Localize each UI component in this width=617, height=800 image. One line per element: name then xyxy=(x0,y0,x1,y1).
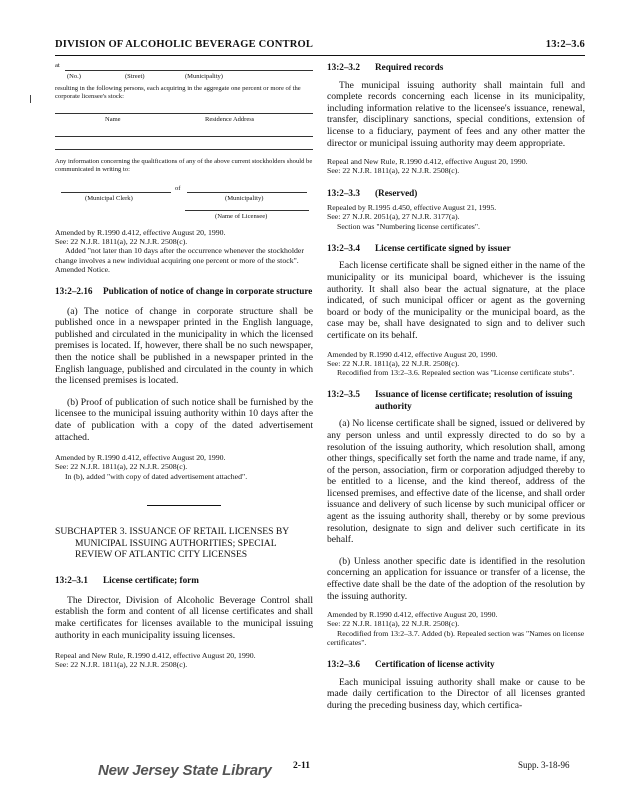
form-line xyxy=(61,192,171,193)
amendment-note xyxy=(55,228,313,274)
section-number: 13:2–2.16 xyxy=(55,286,93,297)
paragraph: Each municipal issuing authority shall make or cause to be made daily certification to the Director of all licenses granted during the preceding business day, which certifica- xyxy=(327,676,585,711)
amend-line: See: 22 N.J.R. 1811(a), 22 N.J.R. 2508(c). xyxy=(55,462,188,472)
section-heading xyxy=(55,286,313,298)
amend-line: Amended by R.1990 d.412, effective August 20, 1990. xyxy=(327,349,498,359)
form-line xyxy=(55,136,313,137)
amendment-note xyxy=(55,453,313,481)
amend-line: Recodified from 13:2–3.6. Repealed section was "License certificate stubs". xyxy=(337,367,575,377)
form-line xyxy=(55,149,313,150)
section-heading xyxy=(327,389,585,412)
right-column xyxy=(327,62,585,711)
subchapter-title: SUBCHAPTER 3. ISSUANCE OF RETAIL LICENSES BY MUNICIPAL ISSUING AUTHORITIES; SPECIAL REVIEW OF ATLANTIC CITY LICENSES xyxy=(55,525,289,561)
form-col-name: Name xyxy=(105,116,121,123)
amend-line: Repeal and New Rule, R.1990 d.412, effective August 20, 1990. xyxy=(327,157,528,167)
paragraph: (a) No license certificate shall be signed, issued or delivered by any person unless and until expressly directed to do so by a resolution of the issuing authority, which resolution shall, among other things, specifically set forth the name and trade name, if any, of the person, association, firm or corporation adjudged thereby to be entitled to a license, and the kind thereof, address of the licensed premises, and effective date of the license, and shall order issuance and delivery of such license by such municipal officer or agent as the issuing authority shall, thereby or by some previous resolution, designate to sign and deliver such certificate in its behalf. xyxy=(327,418,585,546)
amend-line: See: 22 N.J.R. 1811(a), 22 N.J.R. 2508(c). xyxy=(55,237,188,247)
section-title: Required records xyxy=(375,62,444,72)
section-number: 13:2–3.4 xyxy=(327,242,360,253)
supplement-date: Supp. 3-18-96 xyxy=(518,760,570,770)
amend-line: Amended by R.1990 d.412, effective August 20, 1990. xyxy=(55,453,226,463)
header-section: 13:2–3.6 xyxy=(545,39,585,50)
amend-line: See: 27 N.J.R. 2051(a), 27 N.J.R. 3177(a). xyxy=(327,212,460,222)
form-text-persons: resulting in the following persons, each acquiring in the aggregate one percent or more of the corporate licensee's stock: xyxy=(55,85,301,100)
amend-line: See: 22 N.J.R. 1811(a), 22 N.J.R. 2508(c). xyxy=(327,358,460,368)
section-heading xyxy=(327,188,585,200)
section-number: 13:2–3.3 xyxy=(327,187,360,198)
amend-line: Amended by R.1990 d.412, effective August 20, 1990. xyxy=(55,228,226,237)
amendment-note xyxy=(327,157,585,175)
paragraph: (b) Unless another specific date is identified in the resolution concerning an application for issuance or transfer of a license, the effective date shall be the date of the adoption of the resolution by the issuing authority. xyxy=(327,555,585,602)
library-stamp: New Jersey State Library xyxy=(98,762,272,779)
amend-line: Repeal and New Rule, R.1990 d.412, effective August 20, 1990. xyxy=(55,651,256,661)
section-title: License certificate signed by issuer xyxy=(375,242,511,253)
notice-form xyxy=(55,62,313,222)
amendment-note xyxy=(327,610,585,647)
form-line xyxy=(187,192,307,193)
form-label-no: (No.) xyxy=(67,73,81,80)
amend-line: Amended by R.1990 d.412, effective August 20, 1990. xyxy=(327,610,498,620)
amendment-note xyxy=(327,203,585,231)
paragraph: (b) Proof of publication of such notice shall be furnished by the licensee to the municipal issuing authority within 10 days after the date of publication with a copy of the dated advertisement attached. xyxy=(55,396,313,443)
form-muni-label: (Municipality) xyxy=(225,195,264,202)
form-text-info: Any information concerning the qualifications of any of the above current stockholders should be communicated in writing to: xyxy=(55,158,313,173)
form-licensee-label: (Name of Licensee) xyxy=(215,213,268,220)
section-title: License certificate; form xyxy=(103,575,199,586)
amend-line: See: 22 N.J.R. 1811(a), 22 N.J.R. 2508(c). xyxy=(327,619,460,629)
amend-line: In (b), added "with copy of dated advertisement attached". xyxy=(65,471,248,481)
section-number: 13:2–3.2 xyxy=(327,62,360,72)
section-heading xyxy=(55,575,313,587)
section-heading xyxy=(327,62,585,74)
form-line xyxy=(185,210,309,211)
form-label-municipality: (Municipality) xyxy=(185,73,223,80)
section-heading xyxy=(327,243,585,255)
form-of: of xyxy=(175,185,181,192)
amend-line: Repealed by R.1995 d.450, effective August 21, 1995. xyxy=(327,203,497,213)
section-heading xyxy=(327,659,585,671)
section-title: Certification of license activity xyxy=(375,659,495,670)
amend-line: See: 22 N.J.R. 1811(a), 22 N.J.R. 2508(c). xyxy=(327,166,460,176)
paragraph: The Director, Division of Alcoholic Beverage Control shall establish the form and content of all license certificates and shall make certificates for licenses available to the municipal issuing authority in each municipality issuing licenses. xyxy=(55,594,313,641)
section-title: (Reserved) xyxy=(375,187,418,198)
section-title: Publication of notice of change in corporate structure xyxy=(103,286,313,297)
running-header xyxy=(55,39,585,55)
amend-line: Added "not later than 10 days after the occurrence whenever the stockholder change involves a new individual acquiring one percent or more of the stock". Amended Notice. xyxy=(55,246,304,274)
section-number: 13:2–3.6 xyxy=(327,659,360,670)
form-label-street: (Street) xyxy=(125,73,145,80)
form-clerk-label: (Municipal Clerk) xyxy=(85,195,133,202)
section-number: 13:2–3.1 xyxy=(55,575,88,586)
divider xyxy=(147,505,221,506)
margin-mark xyxy=(30,95,31,103)
section-number: 13:2–3.5 xyxy=(327,389,360,400)
page-number: 2-11 xyxy=(293,760,311,771)
paragraph: The municipal issuing authority shall maintain full and complete records concerning each license in its municipality, including information relative to the licensee's issuance, renewal, transfer, disciplinary sanctions, special conditions, extension of license to a fiduciary, payment of fees and any other matter the director or municipal issuing authority may deem appropriate. xyxy=(327,79,585,149)
amend-line: Section was "Numbering license certificates". xyxy=(337,221,480,231)
section-title: Issuance of license certificate; resolution of issuing authority xyxy=(375,389,573,411)
header-title: DIVISION OF ALCOHOLIC BEVERAGE CONTROL xyxy=(55,39,314,50)
form-col-address: Residence Address xyxy=(205,116,255,123)
amend-line: Recodified from 13:2–3.7. Added (b). Repealed section was "Names on license certificates". xyxy=(327,628,585,647)
form-at: at xyxy=(55,62,60,69)
left-column xyxy=(55,62,313,670)
header-rule xyxy=(55,55,585,56)
amendment-note xyxy=(55,651,313,669)
amend-line: See: 22 N.J.R. 1811(a), 22 N.J.R. 2508(c). xyxy=(55,660,188,670)
paragraph: Each license certificate shall be signed either in the name of the municipality or its municipal board, whichever is the issuing authority. It shall also bear the actual signature, at the place indicated, of such municipal officer or agent as the governing board or body of the municipality or the municipal board, as the case may be, shall have designated to sign and to deliver such certificate on its behalf. xyxy=(327,260,585,341)
amendment-note xyxy=(327,350,585,378)
paragraph: (a) The notice of change in corporate structure shall be published once in a newspaper printed in the English language, published and circulated in the municipality in which the licensed premises is located. If, however, there shall be no such newspaper, then the notice shall be published in a newspaper printed in the English language, published and circulated in the county in which the licensed premises is located. xyxy=(55,305,313,387)
